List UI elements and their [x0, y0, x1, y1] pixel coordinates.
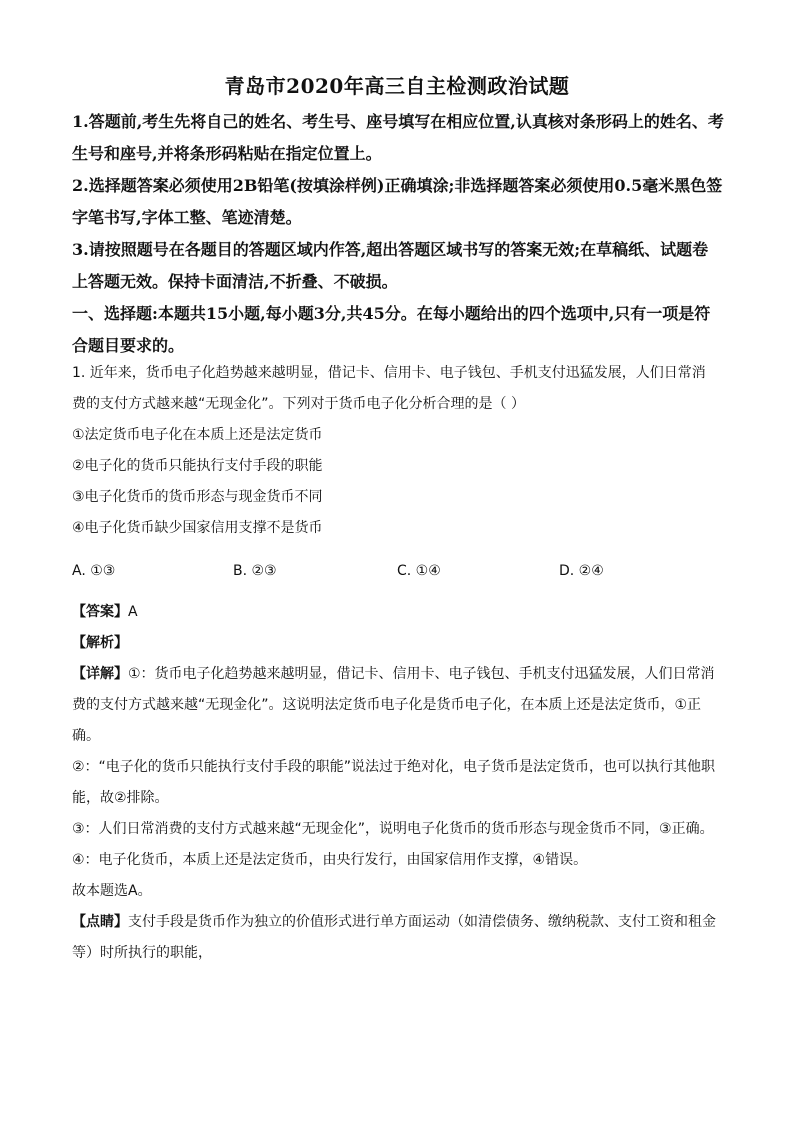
question-1 — [72, 358, 724, 544]
option-item: ①法定货币电子化在本质上还是法定货币 — [72, 427, 323, 443]
answer-line — [72, 597, 724, 628]
option-item: ④电子化货币缺少国家信用支撑不是货币 — [72, 520, 323, 536]
answer-section — [72, 597, 724, 969]
question-stem-line: 1. 近年来，货币电子化趋势越来越明显，借记卡、信用卡、电子钱包、手机支付迅猛发展，人们日常消 — [72, 365, 706, 381]
comment-label: 【点睛】 — [72, 914, 128, 930]
detail-paragraph: ③：人们日常消费的支付方式越来越“无现金化”，说明电子化货币的货币形态与现金货币不同，③正确。 — [72, 821, 714, 837]
comment-paragraph — [72, 907, 724, 969]
detail-paragraph: ②：“电子化的货币只能执行支付手段的职能”说法过于绝对化，电子货币是法定货币，也可以执行其他职能，故②排除。 — [72, 759, 716, 806]
option-item: ③电子化货币的货币形态与现金货币不同 — [72, 489, 323, 505]
instruction-2: 2.选择题答案必须使用2B铅笔(按填涂样例)正确填涂;非选择题答案必须使用0.5毫米黑色签字笔书写,字体工整、笔迹清楚。 — [72, 176, 723, 227]
detail-label: 【详解】 — [72, 666, 128, 682]
exam-instructions — [72, 106, 724, 362]
conclusion-line: 故本题选A。 — [72, 883, 152, 899]
section-heading: 一、选择题:本题共15小题,每小题3分,共45分。在每小题给出的四个选项中,只有一项是符合题目要求的。 — [72, 304, 711, 355]
detail-paragraph: ④：电子化货币，本质上还是法定货币，由央行发行，由国家信用作支撑，④错误。 — [72, 852, 588, 868]
comment-text: 支付手段是货币作为独立的价值形式进行单方面运动（如清偿债务、缴纳税款、支付工资和租金等）时所执行的职能， — [72, 914, 716, 961]
choice-c: C. ①④ — [397, 563, 441, 579]
analysis-line — [72, 628, 724, 659]
answer-label: 【答案】 — [72, 604, 128, 620]
instruction-1: 1.答题前,考生先将自己的姓名、考生号、座号填写在相应位置,认真核对条形码上的姓名、考生号和座号,并将条形码粘贴在指定位置上。 — [72, 112, 724, 163]
answer-choices — [72, 558, 724, 584]
analysis-label: 【解析】 — [72, 635, 128, 651]
answer-value: A — [128, 604, 138, 620]
instruction-3: 3.请按照题号在各题目的答题区域内作答,超出答题区域书写的答案无效;在草稿纸、试题卷上答题无效。保持卡面清洁,不折叠、不破损。 — [72, 240, 709, 291]
question-stem-line: 费的支付方式越来越“无现金化”。下列对于货币电子化分析合理的是（ ） — [72, 396, 525, 412]
choice-d: D. ②④ — [559, 563, 604, 579]
page-title: 青岛市2020年高三自主检测政治试题 — [224, 74, 570, 98]
option-item: ②电子化的货币只能执行支付手段的职能 — [72, 458, 323, 474]
choice-b: B. ②③ — [233, 563, 277, 579]
choice-a: A. ①③ — [72, 563, 116, 579]
detail-paragraph — [72, 659, 724, 752]
detail-text: ①：货币电子化趋势越来越明显，借记卡、信用卡、电子钱包、手机支付迅猛发展，人们日常消费的支付方式越来越“无现金化”。这说明法定货币电子化是货币电子化，在本质上还是法定货币，①正确。 — [72, 666, 715, 744]
